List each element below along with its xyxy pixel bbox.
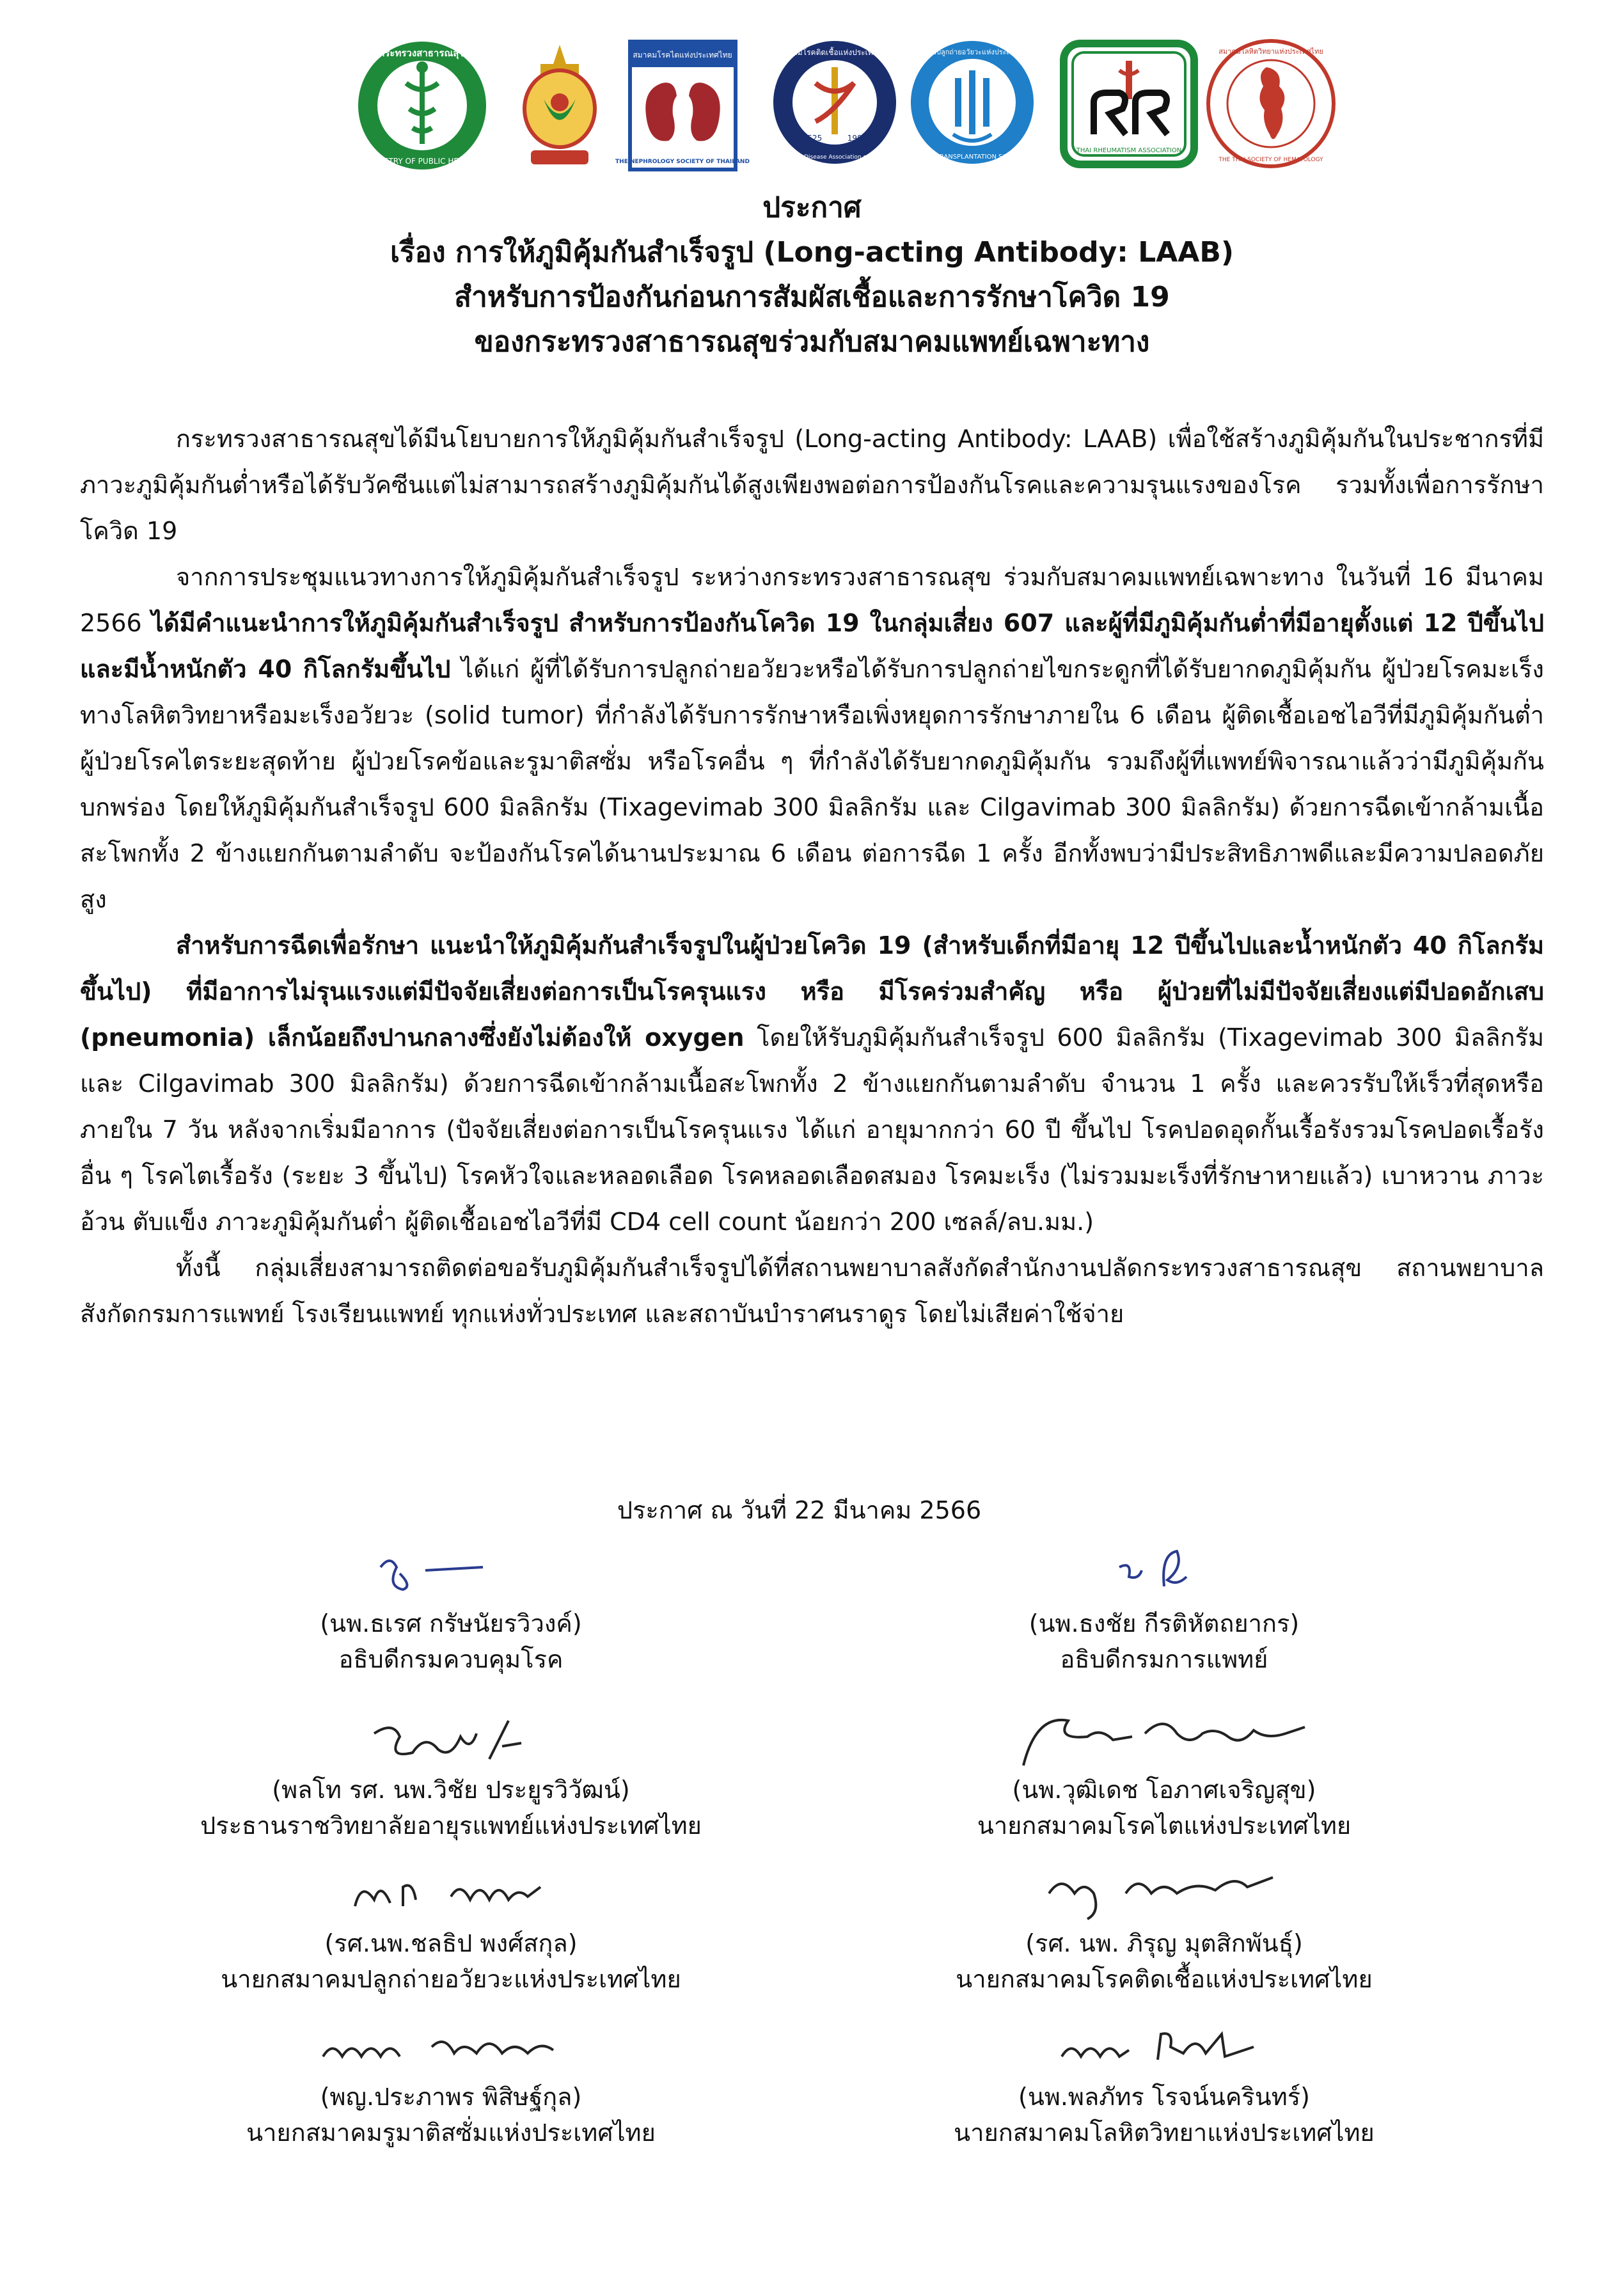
signatory-4-position: นายกสมาคมโรคไตแห่งประเทศไทย — [977, 1812, 1352, 1840]
heading-subject-line3: ของกระทรวงสาธารณสุขร่วมกับสมาคมแพทย์เฉพาะทาง — [474, 326, 1150, 358]
announcement-date — [0, 1490, 1624, 1529]
signatory-1-name: (นพ.ธเรศ กรัษนัยรวิวงค์) — [320, 1609, 582, 1638]
signatory-6-name: (รศ. นพ. ภิรุญ มุตสิกพันธุ์) — [1025, 1929, 1303, 1957]
ministry-of-public-health-logo — [355, 38, 489, 173]
nephrology-logo-text-bottom: THE NEPHROLOGY SOCIETY OF THAILAND — [615, 159, 750, 165]
hematology-logo-text-bottom: THE THAI SOCIETY OF HEMATOLOGY — [1218, 157, 1323, 163]
signature-3 — [99, 1702, 803, 1772]
logo-row — [0, 38, 1624, 179]
nephrology-logo-text-top: สมาคมโรคไตแห่งประเทศไทย — [633, 51, 732, 59]
paragraph-prevention-details: ได้แก่ ผู้ที่ได้รับการปลูกถ่ายอวัยวะหรือได้รับการปลูกถ่ายไขกระดูกที่ได้รับยากดภูมิคุ้มกัน ผู้ป่วยโรคมะเร็งทางโลหิตวิทยาหรือมะเร็งอวัยวะ (solid tumor) ที่กำลังได้รับการรักษาหรือเพิ่งหยุดการรักษาภายใน 6 เดือน ผู้ติดเชื้อเอชไอวีที่มีภูมิคุ้มกันต่ำ ผู้ป่วยโรคไตระยะสุดท้าย ผู้ป่วยโรคข้อและรูมาติสซั่ม หรือโรคอื่น ๆ ที่กำลังได้รับยากดภูมิคุ้มกัน รวมถึงผู้ที่แพทย์พิจารณาแล้วว่ามีภูมิคุ้มกันบกพร่อง โดยให้ภูมิคุ้มกันสำเร็จรูป 600 มิลลิกรัม (Tixagevimab 300 มิลลิกรัม และ Cilgavimab 300 มิลลิกรัม) ด้วยการฉีดเข้ากล้ามเนื้อสะโพกทั้ง 2 ข้างแยกกันตามลำดับ จะป้องกันโรคได้นานประมาณ 6 เดือน ต่อการฉีด 1 ครั้ง อีกทั้งพบว่ามีประสิทธิภาพดีและมีความปลอดภัยสูง — [80, 655, 1544, 913]
announcement-heading — [128, 186, 1496, 365]
signatory-4-name: (นพ.วุฒิเดช โอภาศเจริญสุข) — [1012, 1776, 1316, 1804]
idat-logo-text-top: สมาคมโรคติดเชื้อแห่งประเทศไทย — [778, 48, 892, 57]
heading-title: ประกาศ — [762, 191, 862, 224]
signatory-2-name: (นพ.ธงชัย กีรติหัตถยากร) — [1029, 1609, 1300, 1638]
signatory-7 — [99, 2009, 803, 2151]
signature-1 — [99, 1535, 803, 1606]
signatory-4 — [812, 1702, 1516, 1844]
paragraph-treatment-details: โดยให้รับภูมิคุ้มกันสำเร็จรูป 600 มิลลิกรัม (Tixagevimab 300 มิลลิกรัม และ Cilgavimab 300 มิลลิกรัม) ด้วยการฉีดเข้ากล้ามเนื้อสะโพกทั้ง 2 ข้างแยกกันตามลำดับ จำนวน 1 ครั้ง และควรรับให้เร็วที่สุดหรือภายใน 7 วัน หลังจากเริ่มมีอาการ (ปัจจัยเสี่ยงต่อการเป็นโรครุนแรง ได้แก่ อายุมากกว่า 60 ปี ขึ้นไป โรคปอดอุดกั้นเรื้อรังรวมโรคปอดเรื้อรังอื่น ๆ โรคไตเรื้อรัง (ระยะ 3 ขึ้นไป) โรคหัวใจและหลอดเลือด โรคหลอดเลือดสมอง โรคมะเร็ง (ไม่รวมมะเร็งที่รักษาหายแล้ว) เบาหวาน ภาวะอ้วน ตับแข็ง ภาวะภูมิคุ้มกันต่ำ ผู้ติดเชื้อเอชไอวีที่มี CD4 cell count น้อยกว่า 200 เซลล์/ลบ.มม.) — [80, 1023, 1544, 1236]
signature-2 — [812, 1535, 1516, 1606]
heading-subject: เรื่อง การให้ภูมิคุ้มกันสำเร็จรูป (Long-acting Antibody: LAAB) — [390, 236, 1234, 269]
paragraph-prevention — [80, 554, 1544, 922]
signatory-3 — [99, 1702, 803, 1844]
signatory-7-name: (พญ.ประภาพร พิสิษฐ์กุล) — [320, 2083, 582, 2111]
royal-college-logo — [512, 38, 608, 173]
signature-8 — [812, 2009, 1516, 2079]
transplant-logo-text-top: สมาคมปลูกถ่ายอวัยวะแห่งประเทศไทย — [914, 48, 1030, 56]
signatory-8 — [812, 2009, 1516, 2151]
signatory-2-position: อธิบดีกรมการแพทย์ — [1060, 1645, 1268, 1673]
paragraph-policy-text: กระทรวงสาธารณสุขได้มีนโยบายการให้ภูมิคุ้มกันสำเร็จรูป (Long-acting Antibody: LAAB) เพื่อใช้สร้างภูมิคุ้มกันในประชากรที่มีภาวะภูมิคุ้มกันต่ำหรือได้รับวัคซีนแต่ไม่สามารถสร้างภูมิคุ้มกันได้สูงเพียงพอต่อการป้องกันโรคและความรุนแรงของโรค รวมทั้งเพื่อการรักษาโควิด 19 — [80, 425, 1544, 545]
signatory-5-name: (รศ.นพ.ชลธิป พงศ์สกุล) — [324, 1929, 578, 1957]
signatory-3-position: ประธานราชวิทยาลัยอายุรแพทย์แห่งประเทศไทย — [200, 1812, 702, 1840]
signature-6 — [812, 1855, 1516, 1925]
signature-5 — [99, 1855, 803, 1925]
announcement-body — [80, 416, 1544, 1337]
idat-logo-year-right: 1982 — [847, 134, 867, 143]
signatory-3-name: (พลโท รศ. นพ.วิชัย ประยูรวิวัฒน์) — [272, 1776, 630, 1804]
paragraph-treatment — [80, 922, 1544, 1245]
signatory-8-position: นายกสมาคมโลหิตวิทยาแห่งประเทศไทย — [954, 2119, 1375, 2147]
rheumatism-logo-text: THAI RHEUMATISM ASSOCIATION — [1076, 147, 1182, 154]
signatory-1 — [99, 1535, 803, 1677]
signatory-7-position: นายกสมาคมรูมาติสซั่มแห่งประเทศไทย — [246, 2119, 656, 2147]
paragraph-prevention-recommendation: ได้มีคำแนะนำการให้ภูมิคุ้มกันสำเร็จรูป สำหรับการป้องกันโควิด 19 ในกลุ่มเสี่ยง 607 และผู้ที่มีภูมิคุ้มกันต่ำที่มีอายุตั้งแต่ 12 ปีขึ้นไปและมีน้ำหนักตัว 40 กิโลกรัมขึ้นไป — [80, 609, 1544, 683]
paragraph-access-text: ทั้งนี้ กลุ่มเสี่ยงสามารถติดต่อขอรับภูมิคุ้มกันสำเร็จรูปได้ที่สถานพยาบาลสังกัดสำนักงานปลัดกระทรวงสาธารณสุข สถานพยาบาลสังกัดกรมการแพทย์ โรงเรียนแพทย์ ทุกแห่งทั่วประเทศ และสถาบันบำราศนราดูร โดยไม่เสียค่าใช้จ่าย — [80, 1254, 1544, 1328]
hematology-logo-text-top: สมาคมโลหิตวิทยาแห่งประเทศไทย — [1218, 47, 1323, 56]
paragraph-policy — [80, 416, 1544, 554]
paragraph-access — [80, 1245, 1544, 1337]
signatory-5 — [99, 1855, 803, 1997]
moph-logo-text-bottom: MINISTRY OF PUBLIC HEALTH — [367, 157, 478, 166]
heading-subject-line2: สำหรับการป้องกันก่อนการสัมผัสเชื้อและการรักษาโควิด 19 — [454, 281, 1170, 313]
transplant-logo-text-bottom: THAI TRANSPLANTATION SOCIETY — [918, 154, 1026, 161]
signature-7 — [99, 2009, 803, 2079]
nephrology-society-logo — [615, 38, 750, 173]
signature-4 — [812, 1702, 1516, 1772]
thai-society-of-hematology-logo — [1206, 38, 1337, 170]
infectious-disease-association-logo — [771, 38, 899, 166]
thai-rheumatism-association-logo — [1059, 38, 1199, 170]
idat-logo-year-left: 2525 — [802, 134, 823, 143]
paragraph-treatment-recommendation: สำหรับการฉีดเพื่อรักษา แนะนำให้ภูมิคุ้มกันสำเร็จรูปในผู้ป่วยโควิด 19 (สำหรับเด็กที่มีอายุ 12 ปีขึ้นไปและน้ำหนักตัว 40 กิโลกรัมขึ้นไป) ที่มีอาการไม่รุนแรงแต่มีปัจจัยเสี่ยงต่อการเป็นโรครุนแรง หรือ มีโรคร่วมสำคัญ หรือ ผู้ป่วยที่ไม่มีปัจจัยเสี่ยงแต่มีปอดอักเสบ (pneumonia) เล็กน้อยถึงปานกลางซึ่งยังไม่ต้องให้ oxygen — [80, 931, 1544, 1052]
signatory-2 — [812, 1535, 1516, 1677]
announcement-date-text: ประกาศ ณ วันที่ 22 มีนาคม 2566 — [617, 1496, 982, 1524]
signatory-5-position: นายกสมาคมปลูกถ่ายอวัยวะแห่งประเทศไทย — [221, 1965, 681, 1993]
signatory-1-position: อธิบดีกรมควบคุมโรค — [338, 1645, 564, 1673]
idat-logo-text-bottom: Infectious Disease Association of Thailand — [774, 154, 895, 161]
signatory-6-position: นายกสมาคมโรคติดเชื้อแห่งประเทศไทย — [956, 1965, 1373, 1993]
signatory-8-name: (นพ.พลภัทร โรจน์นครินทร์) — [1018, 2083, 1310, 2111]
moph-logo-text-top: กระทรวงสาธารณสุข — [379, 47, 466, 59]
paragraph-prevention-intro: จากการประชุมแนวทางการให้ภูมิคุ้มกันสำเร็จรูป ระหว่างกระทรวงสาธารณสุข ร่วมกับสมาคมแพทย์เฉพาะทาง ในวันที่ 16 มีนาคม 2566 — [80, 563, 1544, 637]
signatory-6 — [812, 1855, 1516, 1997]
thai-transplantation-society-logo — [908, 38, 1036, 166]
